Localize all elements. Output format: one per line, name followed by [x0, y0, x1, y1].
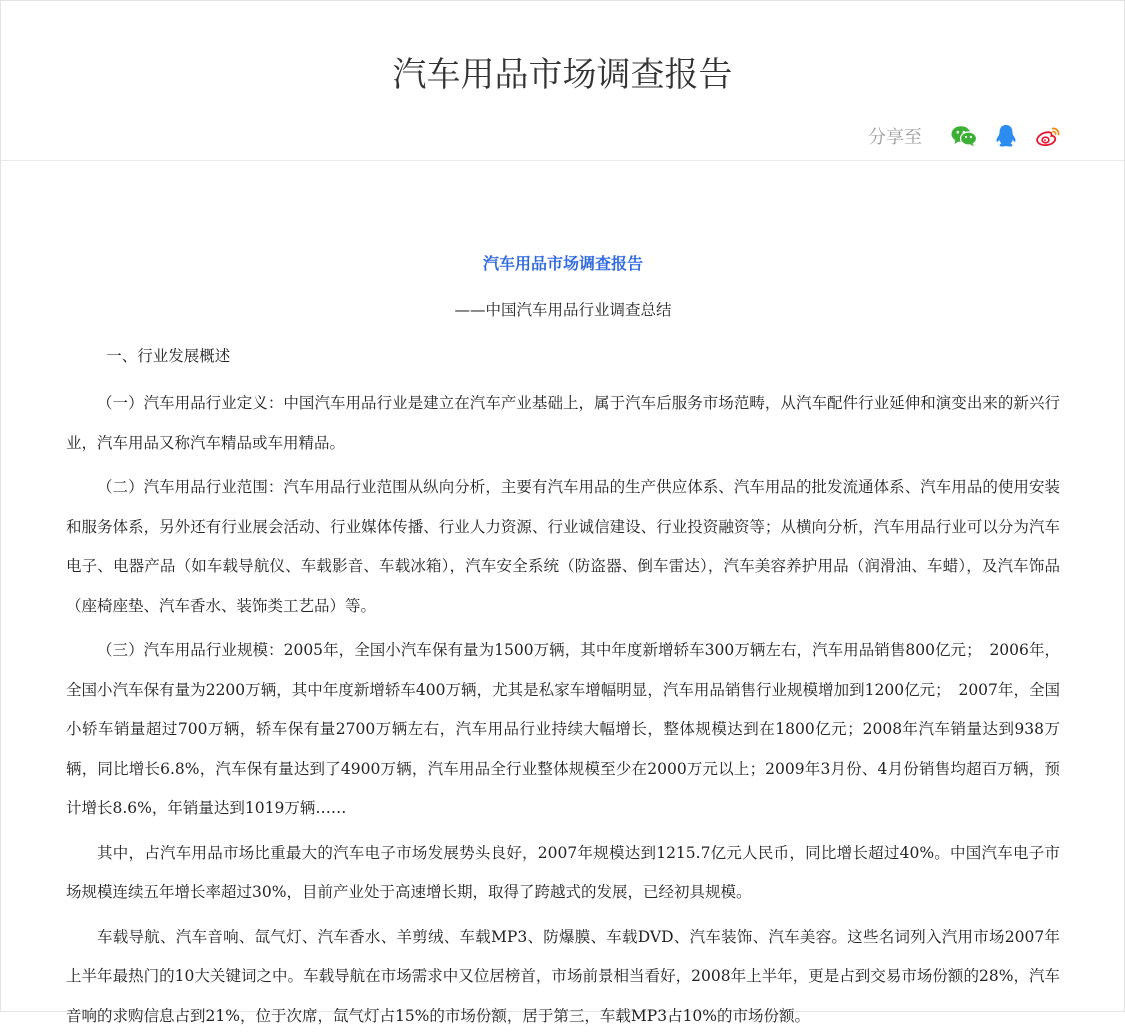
weibo-icon-graphic	[1035, 125, 1061, 147]
article-subtitle: ——中国汽车用品行业调查总结	[66, 287, 1060, 333]
qq-icon-graphic	[995, 124, 1017, 148]
paragraph-scale: （三）汽车用品行业规模：2005年，全国小汽车保有量为1500万辆，其中年度新增轿车300万辆左右，汽车用品销售800亿元； 2006年，全国小汽车保有量为2200万辆，其中年度新增轿车400万辆，尤其是私家车增幅明显，汽车用品销售行业规模增加到1200亿元； 2007年，全国小轿车销量超过700万辆，轿车保有量2700万辆左右，汽车用品行业持续大幅增长，整体规模达到在1800亿元；2008年汽车销量达到938万辆，同比增长6.8%，汽车保有量达到了4900万辆，汽车用品全行业整体规模至少在2000万元以上；2009年3月份、4月份销售均超百万辆，预计增长8.6%，年销量达到1019万辆……	[66, 631, 1060, 829]
paragraph-scope: （二）汽车用品行业范围：汽车用品行业范围从纵向分析，主要有汽车用品的生产供应体系、汽车用品的批发流通体系、汽车用品的使用安装和服务体系，另外还有行业展会活动、行业媒体传播、行业人力资源、行业诚信建设、行业投资融资等；从横向分析，汽车用品行业可以分为汽车电子、电器产品（如车载导航仪、车载影音、车载冰箱），汽车安全系统（防盗器、倒车雷达），汽车美容养护用品（润滑油、车蜡），及汽车饰品（座椅座垫、汽车香水、装饰类工艺品）等。	[66, 468, 1060, 626]
paragraph-electronics: 其中，占汽车用品市场比重最大的汽车电子市场发展势头良好，2007年规模达到1215.7亿元人民币，同比增长超过40%。中国汽车电子市场规模连续五年增长率超过30%，目前产业处于高速增长期，取得了跨越式的发展，已经初具规模。	[66, 834, 1060, 913]
share-label: 分享至	[868, 123, 922, 149]
wechat-icon[interactable]	[950, 122, 978, 150]
qq-icon[interactable]	[992, 122, 1020, 150]
paragraph-definition: （一）汽车用品行业定义：中国汽车用品行业是建立在汽车产业基础上，属于汽车后服务市场范畴，从汽车配件行业延伸和演变出来的新兴行业，汽车用品又称汽车精品或车用精品。	[66, 384, 1060, 463]
paragraph-keywords: 车载导航、汽车音响、氙气灯、汽车香水、羊剪绒、车载MP3、防爆膜、车载DVD、汽车装饰、汽车美容。这些名词列入汽用市场2007年上半年最热门的10大关键词之中。车载导航在市场需求中又位居榜首，市场前景相当看好，2008年上半年，更是占到交易市场份额的28%，汽车音响的求购信息占到21%，位于次席，氙气灯占15%的市场份额，居于第三，车载MP3占10%的市场份额。	[66, 918, 1060, 1036]
article-body	[66, 241, 1060, 1036]
wechat-icon-graphic	[951, 125, 977, 147]
section-heading: 一、行业发展概述	[66, 333, 1060, 379]
article-title: 汽车用品市场调查报告	[66, 241, 1060, 287]
page-title: 汽车用品市场调查报告	[1, 53, 1124, 97]
weibo-icon[interactable]	[1034, 122, 1062, 150]
page-header	[1, 1, 1124, 161]
share-bar	[868, 121, 1062, 151]
